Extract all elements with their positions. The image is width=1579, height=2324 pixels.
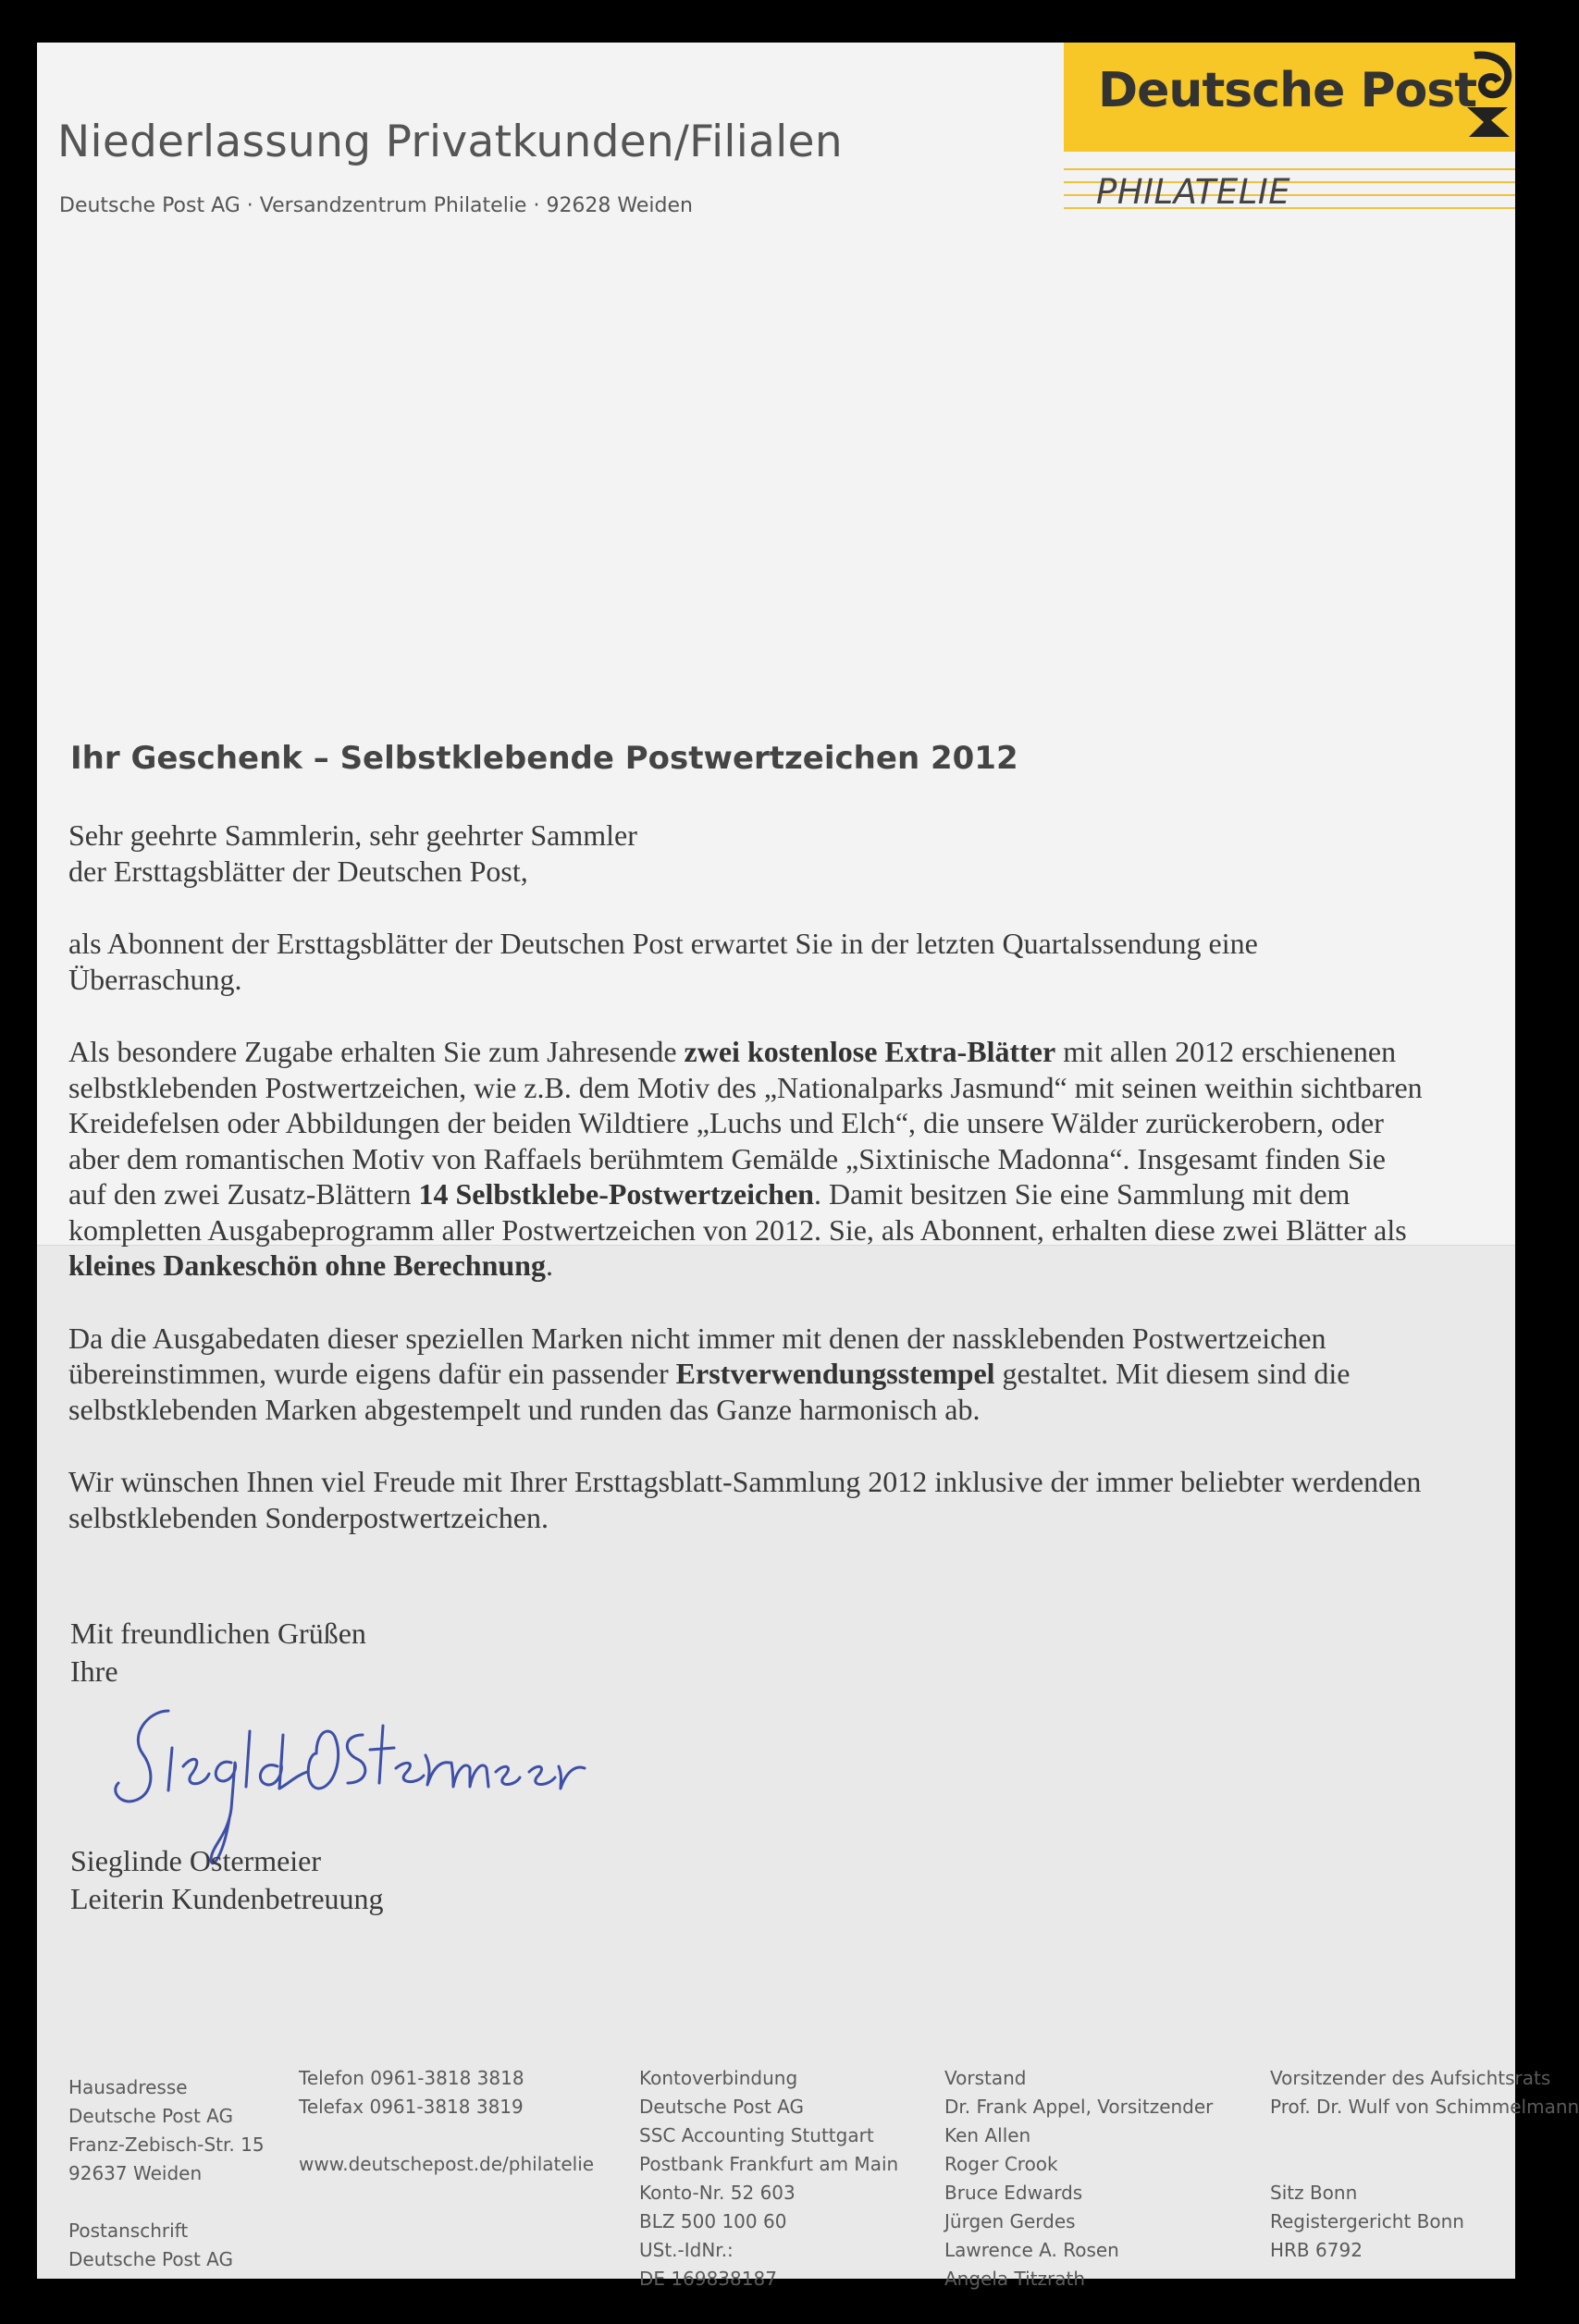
website-link[interactable]: www.deutschepost.de/philatelie	[299, 2153, 595, 2175]
footer-bank: Kontoverbindung Deutsche Post AG SSC Accounting Stuttgart Postbank Frankfurt am Main Konto-Nr. 52 603 BLZ 500 100 60 USt.-IdNr.: DE 169838187	[639, 2067, 899, 2290]
paragraph-1: als Abonnent der Ersttagsblätter der Deutschen Post erwartet Sie in der letzten Quartalssendung eine Überraschung.	[68, 927, 1258, 996]
letterhead-title: Niederlassung Privatkunden/Filialen	[57, 117, 843, 167]
letter-sheet	[37, 43, 1579, 2290]
paragraph-4: Wir wünschen Ihnen viel Freude mit Ihrer Ersttagsblatt-Sammlung 2012 inklusive der immer beliebter werdenden selbstklebenden Sonderpostwertzeichen.	[68, 1465, 1422, 1534]
footer-contact: Telefon 0961-3818 3818 Telefax 0961-3818 3819 www.deutschepost.de/philatelie	[299, 2064, 594, 2179]
signer-name: Sieglinde Ostermeier	[70, 1844, 322, 1877]
department-label: PHILATELIE	[1096, 172, 1291, 212]
post-horn-icon	[1462, 48, 1517, 141]
paragraph-3: Da die Ausgabedaten dieser speziellen Marken nicht immer mit denen der nassklebenden Postwertzeichen übereinstimmen, wurde eigens dafür ein passender Erstverwendungsstempel gestaltet. Mit diesem sind die selbstklebenden Marken abgestempelt und runden das Ganze harmonisch ab.	[68, 1321, 1351, 1426]
sender-line: Deutsche Post AG · Versandzentrum Philatelie · 92628 Weiden	[59, 194, 693, 217]
logo-text: Deutsche Post	[1098, 63, 1477, 118]
signer-block	[70, 1842, 384, 1918]
letter-body	[68, 818, 1428, 1572]
salutation: Sehr geehrte Sammlerin, sehr geehrter Sammler der Ersttagsblätter der Deutschen Post,	[68, 818, 637, 888]
footer-board: Vorstand Dr. Frank Appel, Vorsitzender Ken Allen Roger Crook Bruce Edwards Jürgen Gerdes Lawrence A. Rosen Angela Titzrath	[944, 2067, 1214, 2290]
paragraph-2: Als besondere Zugabe erhalten Sie zum Jahresende zwei kostenlose Extra-Blätter mit allen 2012 erschienenen selbstklebenden Postwertzeichen, wie z.B. dem Motiv des „Nationalparks Jasmund“ mit seinen weithin sichtbaren Kreidefelsen oder Abbildungen der beiden Wildtiere „Luchs und Elch“, die unsere Wälder zurückerobern, oder aber dem romantischen Motiv von Raffaels berühmtem Gemälde „Sixtinische Madonna“. Insgesamt finden Sie auf den zwei Zusatz-Blättern 14 Selbstklebe-Postwertzeichen. Damit besitzen Sie eine Sammlung mit dem kompletten Ausgabeprogramm aller Postwertzeichen von 2012. Sie, als Abonnent, erhalten diese zwei Blätter als kleines Dankeschön ohne Berechnung.	[68, 1035, 1423, 1282]
footer-address: Hausadresse Deutsche Post AG Franz-Zebisch-Str. 15 92637 Weiden Postanschrift Deutsche Post AG	[68, 2076, 265, 2270]
footer-supervisory: Vorsitzender des Aufsichtsrats Prof. Dr. Wulf von Schimmelmann Sitz Bonn Registergericht Bonn HRB 6792	[1270, 2067, 1579, 2261]
letter-subject: Ihr Geschenk – Selbstklebende Postwertzeichen 2012	[70, 740, 1018, 777]
closing: Mit freundlichen Grüßen Ihre	[70, 1617, 366, 1688]
signer-title: Leiterin Kundenbetreuung	[70, 1882, 384, 1915]
